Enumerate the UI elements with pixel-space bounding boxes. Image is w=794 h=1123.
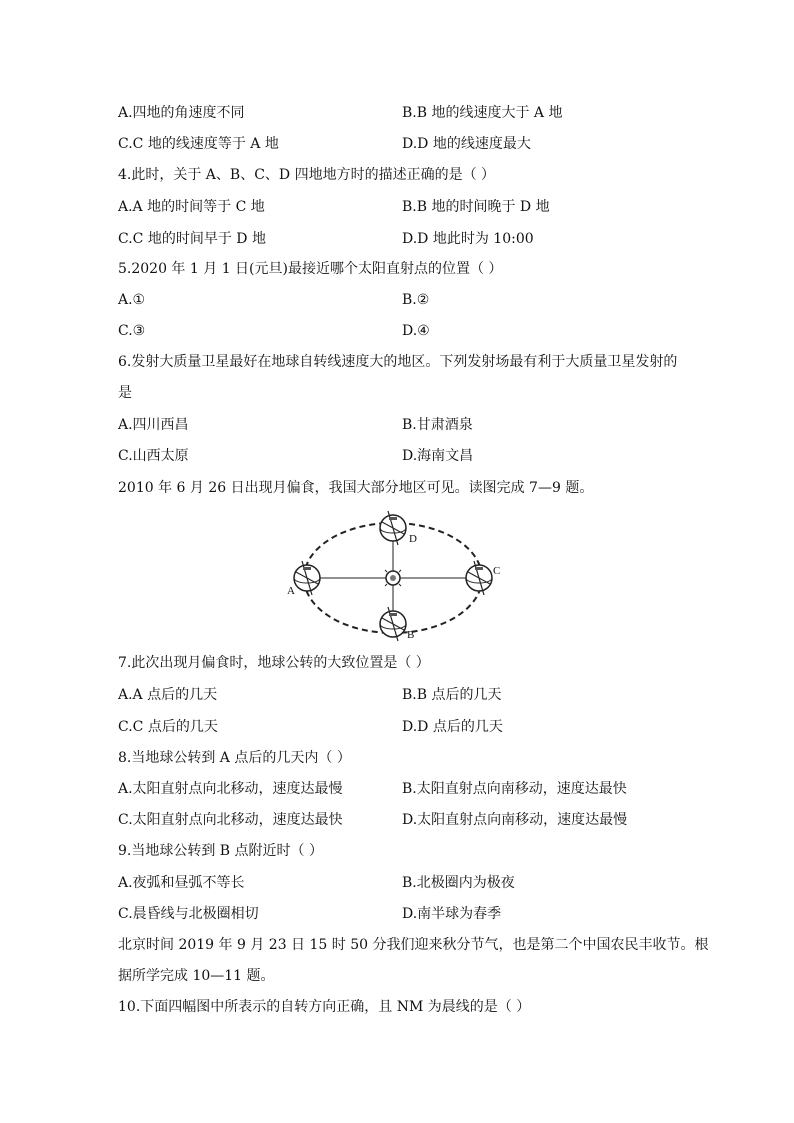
intro-10-11-line1: 北京时间 2019 年 9 月 23 日 15 时 50 分我们迎来秋分节气，也是第二个中国农民丰收节。根 [118,937,709,953]
q7-stem: 7.此次出现月偏食时，地球公转的大致位置是（ ） [118,655,430,671]
q5-stem: 5.2020 年 1 月 1 日(元旦)最接近哪个太阳直射点的位置（ ） [118,261,503,277]
q7-option-d: D.D 点后的几天 [402,719,503,735]
q3-option-a: A.四地的角速度不同 [118,105,245,121]
q9-option-d: D.南半球为春季 [402,906,502,922]
q8-stem: 8.当地球公转到 A 点后的几天内（ ） [118,750,351,766]
q4-option-d: D.D 地此时为 10:00 [402,231,534,247]
earth-icon-a [294,561,320,595]
q4-stem: 4.此时，关于 A、B、C、D 四地地方时的描述正确的是（ ） [118,167,496,183]
q8-option-a: A.太阳直射点向北移动，速度达最慢 [118,781,343,797]
q8-option-c: C.太阳直射点向北移动，速度达最快 [118,812,343,828]
q10-stem: 10.下面四幅图中所表示的自转方向正确，且 NM 为晨线的是（ ） [118,999,531,1015]
intro-7-9: 2010 年 6 月 26 日出现月偏食，我国大部分地区可见。读图完成 7—9 题。 [118,480,594,496]
q9-stem: 9.当地球公转到 B 点附近时（ ） [118,843,323,859]
earth-icon-b [380,607,406,641]
q5-option-b: B.② [402,292,430,308]
q9-option-b: B.北极圈内为极夜 [402,875,515,891]
q3-option-b: B.B 地的线速度大于 A 地 [402,105,563,121]
q8-option-d: D.太阳直射点向南移动，速度达最慢 [402,812,628,828]
label-d: D [409,533,417,545]
label-a: A [287,585,295,597]
q9-option-a: A.夜弧和昼弧不等长 [118,875,245,891]
label-c: C [493,565,501,577]
q7-option-a: A.A 点后的几天 [118,687,218,703]
q5-option-d: D.④ [402,323,430,339]
q4-option-c: C.C 地的时间早于 D 地 [118,231,266,247]
q6-option-a: A.四川西昌 [118,417,189,433]
q5-option-a: A.① [118,292,146,308]
q6-option-d: D.海南文昌 [402,448,474,464]
q7-option-c: C.C 点后的几天 [118,719,218,735]
q6-option-c: C.山西太原 [118,448,189,464]
earth-icon-d [380,511,406,545]
label-b: B [407,629,415,641]
q4-option-b: B.B 地的时间晚于 D 地 [402,199,550,215]
q6-stem-line2: 是 [118,385,132,401]
q6-stem-line1: 6.发射大质量卫星最好在地球自转线速度大的地区。下列发射场最有利于大质量卫星发射的 [118,354,678,370]
q4-option-a: A.A 地的时间等于 C 地 [118,199,265,215]
q7-option-b: B.B 点后的几天 [402,687,502,703]
q6-option-b: B.甘肃酒泉 [402,417,473,433]
earth-orbit-diagram [283,508,509,646]
intro-10-11-line2: 据所学完成 10—11 题。 [118,968,275,984]
earth-icon-c [466,561,492,595]
q3-option-c: C.C 地的线速度等于 A 地 [118,136,279,152]
q9-option-c: C.晨昏线与北极圈相切 [118,906,259,922]
q5-option-c: C.③ [118,323,146,339]
q3-option-d: D.D 地的线速度最大 [402,136,531,152]
q8-option-b: B.太阳直射点向南移动，速度达最快 [402,781,627,797]
